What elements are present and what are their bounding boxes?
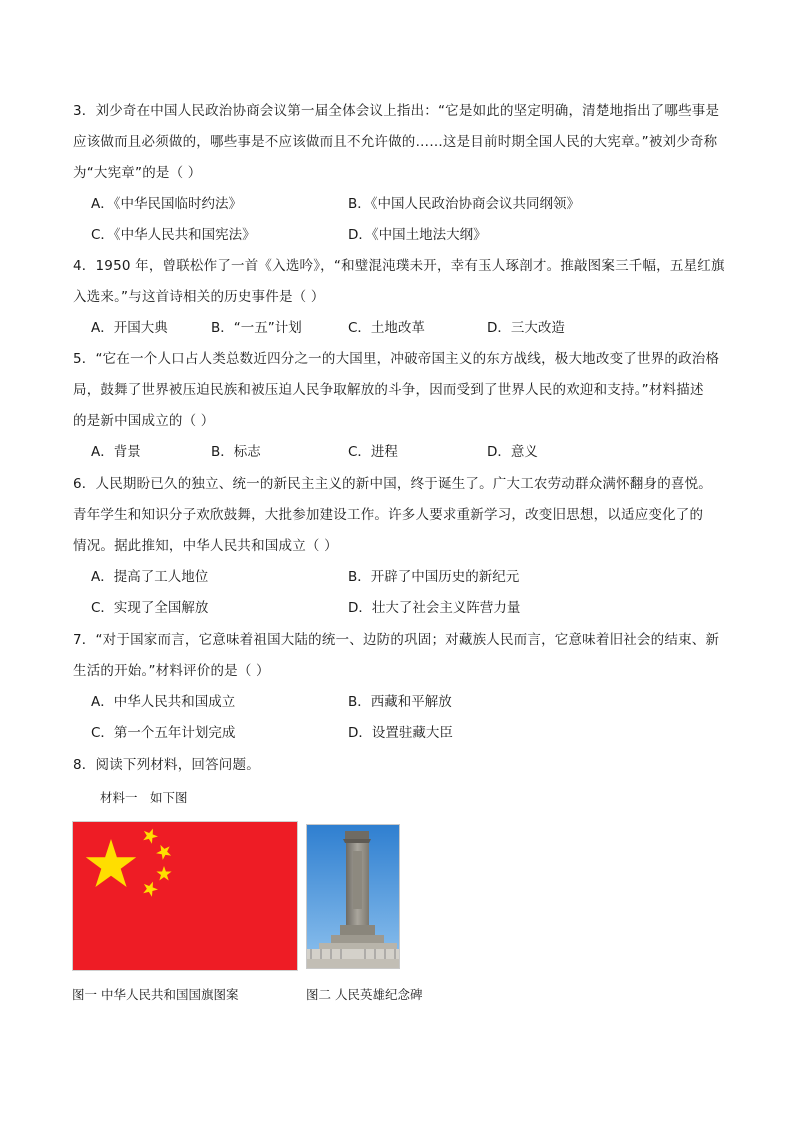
q6-option-d: D．壮大了社会主义阵营力量 — [348, 600, 521, 616]
q3-stem-line-3: 为“大宪章”的是（ ） — [73, 165, 202, 181]
figure-two-caption: 图二 人民英雄纪念碑 — [306, 987, 423, 1002]
material-one-label: 材料一 如下图 — [100, 790, 188, 805]
q7-stem-line-1: 7．“对于国家而言，它意味着祖国大陆的统一、边防的巩固；对藏族人民而言，它意味着旧社会的结束、新 — [73, 632, 720, 648]
q5-stem-line-1: 5．“它在一个人口占人类总数近四分之一的大国里，冲破帝国主义的东方战线，极大地改变了世界的政治格 — [73, 351, 720, 367]
q3-option-d: D．《中国土地法大纲》 — [348, 227, 487, 243]
q7-option-a: A．中华人民共和国成立 — [91, 694, 236, 710]
q3-option-c: C．《中华人民共和国宪法》 — [91, 227, 256, 243]
flag-stars-graphic — [73, 822, 297, 970]
q7-option-d: D．设置驻藏大臣 — [348, 725, 453, 741]
q4-option-c: C．土地改革 — [348, 320, 425, 336]
small-star-icon — [156, 866, 171, 881]
figure-one-caption: 图一 中华人民共和国国旗图案 — [72, 987, 239, 1002]
monument-illustration — [307, 825, 399, 968]
q7-option-c: C．第一个五年计划完成 — [91, 725, 236, 741]
q7-option-b: B．西藏和平解放 — [348, 694, 452, 710]
q8-stem-line: 8．阅读下列材料，回答问题。 — [73, 757, 260, 773]
small-star-icon — [141, 826, 161, 845]
q6-stem-line-1: 6．人民期盼已久的独立、统一的新民主主义的新中国，终于诞生了。广大工农劳动群众满怀翻身的喜悦。 — [73, 476, 712, 492]
q5-stem-line-3: 的是新中国成立的（ ） — [73, 413, 215, 429]
small-star-icon — [154, 841, 175, 862]
q3-option-a: A．《中华民国临时约法》 — [91, 196, 242, 212]
large-star-icon — [86, 839, 136, 887]
monument-photo — [306, 824, 400, 969]
q6-option-a: A．提高了工人地位 — [91, 569, 209, 585]
q7-stem-line-2: 生活的开始。”材料评价的是（ ） — [73, 663, 270, 679]
small-star-icon — [141, 879, 161, 898]
q5-option-c: C．进程 — [348, 444, 398, 460]
q3-stem-line-2: 应该做而且必须做的，哪些事是不应该做而且不允许做的……这是目前时期全国人民的大宪章。”被刘少奇称 — [73, 134, 718, 150]
q4-option-d: D．三大改造 — [487, 320, 565, 336]
q4-option-b: B．“一五”计划 — [211, 320, 302, 336]
q6-stem-line-3: 情况。据此推知，中华人民共和国成立（ ） — [73, 538, 338, 554]
q5-stem-line-2: 局，鼓舞了世界被压迫民族和被压迫人民争取解放的斗争，因而受到了世界人民的欢迎和支持。”材料描述 — [73, 382, 704, 398]
national-flag-image — [72, 821, 298, 971]
q3-stem-line-1: 3．刘少奇在中国人民政治协商会议第一届全体会议上指出：“它是如此的坚定明确，清楚地指出了哪些事是 — [73, 103, 720, 119]
q5-option-a: A．背景 — [91, 444, 141, 460]
q5-option-d: D．意义 — [487, 444, 538, 460]
q6-option-b: B．开辟了中国历史的新纪元 — [348, 569, 520, 585]
q3-option-b: B．《中国人民政治协商会议共同纲领》 — [348, 196, 581, 212]
q6-option-c: C．实现了全国解放 — [91, 600, 209, 616]
q5-option-b: B．标志 — [211, 444, 261, 460]
q4-stem-line-2: 入选来。”与这首诗相关的历史事件是（ ） — [73, 289, 325, 305]
q6-stem-line-2: 青年学生和知识分子欢欣鼓舞，大批参加建设工作。许多人要求重新学习，改变旧思想，以适应变化了的 — [73, 507, 704, 523]
q4-stem-line-1: 4．1950 年，曾联松作了一首《入选吟》，“和璧混沌璞未开，幸有玉人琢剖才。推敲图案三千幅，五星红旗 — [73, 258, 725, 274]
q4-option-a: A．开国大典 — [91, 320, 168, 336]
